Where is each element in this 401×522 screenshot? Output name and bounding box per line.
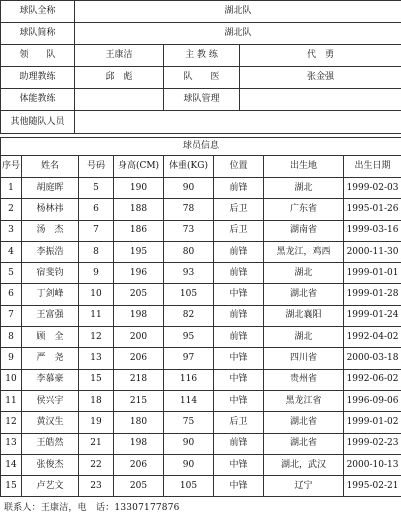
cell-height: 205 [114,284,164,305]
cell-birthplace: 湖北 [264,327,344,348]
cell-height: 186 [114,220,164,241]
cell-birthdate: 1996-09-06 [344,390,401,411]
cell-number: 11 [79,305,114,326]
cell-birthplace: 湖北省 [264,433,344,454]
cell-height: 206 [114,454,164,475]
cell-weight: 75 [164,412,214,433]
head-coach-value: 代 勇 [240,45,401,67]
cell-index: 12 [1,412,22,433]
fitness-value [75,89,164,111]
cell-position: 后卫 [214,220,264,241]
cell-index: 9 [1,348,22,369]
cell-position: 后卫 [214,199,264,220]
table-row [1,369,401,390]
table-row [1,305,401,326]
cell-birthplace: 贵州省 [264,369,344,390]
cell-name: 王皓然 [22,433,79,454]
cell-position: 前锋 [214,263,264,284]
cell-name: 宿斐钧 [22,263,79,284]
cell-position: 后卫 [214,412,264,433]
cell-weight: 90 [164,433,214,454]
header-birthdate: 出生日期 [344,156,401,178]
cell-weight: 114 [164,390,214,411]
table-row [1,199,401,220]
cell-index: 4 [1,241,22,262]
header-position: 位置 [214,156,264,178]
short-name-row [1,23,401,45]
table-row [1,412,401,433]
cell-name: 侯兴宇 [22,390,79,411]
cell-height: 196 [114,263,164,284]
cell-weight: 97 [164,348,214,369]
team-info-table [0,0,401,134]
cell-position: 前锋 [214,305,264,326]
table-row [1,327,401,348]
cell-birthdate: 1992-06-02 [344,369,401,390]
others-label: 其他随队人员 [1,111,75,134]
table-row [1,178,401,199]
cell-birthplace: 湖北省 [264,284,344,305]
table-row [1,476,401,497]
cell-height: 205 [114,476,164,497]
full-name-label: 球队全称 [1,1,75,23]
cell-index: 1 [1,178,22,199]
cell-number: 18 [79,390,114,411]
short-name-label: 球队简称 [1,23,75,45]
cell-birthdate: 1999-01-02 [344,412,401,433]
doctor-value: 张金强 [240,67,401,89]
cell-weight: 90 [164,454,214,475]
roster-table [0,137,401,497]
cell-birthdate: 1992-04-02 [344,327,401,348]
full-name-row [1,1,401,23]
cell-number: 19 [79,412,114,433]
assistant-label: 助理教练 [1,67,75,89]
cell-birthplace: 湖北省 [264,412,344,433]
cell-number: 22 [79,454,114,475]
table-row [1,348,401,369]
cell-birthdate: 1999-01-28 [344,284,401,305]
table-row [1,390,401,411]
cell-index: 11 [1,390,22,411]
cell-number: 7 [79,220,114,241]
table-row [1,433,401,454]
cell-name: 丁剑峰 [22,284,79,305]
cell-birthplace: 四川省 [264,348,344,369]
cell-height: 195 [114,241,164,262]
cell-height: 215 [114,390,164,411]
cell-birthdate: 2000-11-30 [344,241,401,262]
cell-number: 23 [79,476,114,497]
cell-number: 21 [79,433,114,454]
header-name: 姓名 [22,156,79,178]
roster-header-row [1,156,401,178]
cell-birthdate: 1999-02-03 [344,178,401,199]
leader-value: 王康洁 [75,45,164,67]
cell-name: 张俊杰 [22,454,79,475]
cell-index: 2 [1,199,22,220]
cell-number: 12 [79,327,114,348]
cell-birthdate: 1999-01-01 [344,263,401,284]
assistant-row [1,67,401,89]
roster-title-row [1,138,401,156]
cell-weight: 78 [164,199,214,220]
table-row [1,454,401,475]
head-coach-label: 主 教 练 [164,45,240,67]
cell-birthplace: 黑龙江省 [264,390,344,411]
cell-number: 9 [79,263,114,284]
contact-footer [4,500,180,513]
cell-position: 前锋 [214,327,264,348]
cell-name: 王富强 [22,305,79,326]
cell-birthdate: 1995-01-26 [344,199,401,220]
cell-position: 中锋 [214,348,264,369]
header-height: 身高(CM) [114,156,164,178]
cell-weight: 80 [164,241,214,262]
cell-name: 顾 全 [22,327,79,348]
table-row [1,220,401,241]
contact-text: 联系人：王康洁，电 话：13307177876 [4,503,180,513]
cell-position: 中锋 [214,369,264,390]
cell-number: 8 [79,241,114,262]
manager-value [240,89,401,111]
cell-index: 7 [1,305,22,326]
cell-birthplace: 湖南省 [264,220,344,241]
cell-name: 汤 杰 [22,220,79,241]
cell-birthdate: 1995-02-21 [344,476,401,497]
cell-position: 中锋 [214,390,264,411]
header-index: 序号 [1,156,22,178]
table-row [1,263,401,284]
cell-birthplace: 湖北襄阳 [264,305,344,326]
cell-index: 15 [1,476,22,497]
cell-name: 严 尧 [22,348,79,369]
cell-birthplace: 湖北，武汉 [264,454,344,475]
doctor-label: 队 医 [164,67,240,89]
header-number: 号码 [79,156,114,178]
fitness-row [1,89,401,111]
cell-height: 200 [114,327,164,348]
cell-birthdate: 2000-03-18 [344,348,401,369]
cell-position: 中锋 [214,284,264,305]
cell-height: 218 [114,369,164,390]
cell-birthplace: 湖北 [264,263,344,284]
cell-birthplace: 黑龙江，鸡西 [264,241,344,262]
cell-name: 胡庭晖 [22,178,79,199]
cell-birthdate: 1999-02-23 [344,433,401,454]
cell-name: 黄汉生 [22,412,79,433]
table-row [1,284,401,305]
cell-name: 卢艺文 [22,476,79,497]
table-row [1,241,401,262]
cell-number: 5 [79,178,114,199]
cell-number: 15 [79,369,114,390]
leader-label: 领 队 [1,45,75,67]
others-row [1,111,401,134]
cell-weight: 95 [164,327,214,348]
cell-height: 180 [114,412,164,433]
leader-row [1,45,401,67]
cell-height: 206 [114,348,164,369]
cell-name: 李振浩 [22,241,79,262]
cell-index: 10 [1,369,22,390]
cell-position: 中锋 [214,454,264,475]
cell-weight: 93 [164,263,214,284]
cell-birthplace: 辽宁 [264,476,344,497]
header-birthplace: 出生地 [264,156,344,178]
cell-name: 杨林祎 [22,199,79,220]
cell-height: 188 [114,199,164,220]
cell-birthplace: 湖北 [264,178,344,199]
cell-weight: 116 [164,369,214,390]
cell-position: 中锋 [214,476,264,497]
cell-index: 13 [1,433,22,454]
cell-position: 前锋 [214,241,264,262]
cell-name: 李慕豪 [22,369,79,390]
cell-birthdate: 2000-10-13 [344,454,401,475]
short-name-value: 湖北队 [75,23,401,45]
fitness-label: 体能教练 [1,89,75,111]
cell-weight: 82 [164,305,214,326]
cell-index: 3 [1,220,22,241]
assistant-value: 邱 彪 [75,67,164,89]
cell-number: 10 [79,284,114,305]
full-name-value: 湖北队 [75,1,401,23]
cell-birthplace: 广东省 [264,199,344,220]
roster-title: 球员信息 [1,138,401,156]
cell-index: 5 [1,263,22,284]
cell-position: 前锋 [214,178,264,199]
cell-birthdate: 1999-03-16 [344,220,401,241]
cell-position: 前锋 [214,433,264,454]
header-weight: 体重(KG) [164,156,214,178]
cell-index: 14 [1,454,22,475]
cell-weight: 105 [164,284,214,305]
cell-number: 13 [79,348,114,369]
cell-birthdate: 1999-01-24 [344,305,401,326]
cell-weight: 105 [164,476,214,497]
cell-index: 6 [1,284,22,305]
manager-label: 球队管理 [164,89,240,111]
cell-index: 8 [1,327,22,348]
others-value [75,111,401,134]
cell-height: 198 [114,433,164,454]
cell-number: 6 [79,199,114,220]
cell-weight: 73 [164,220,214,241]
cell-height: 198 [114,305,164,326]
cell-weight: 90 [164,178,214,199]
cell-height: 190 [114,178,164,199]
